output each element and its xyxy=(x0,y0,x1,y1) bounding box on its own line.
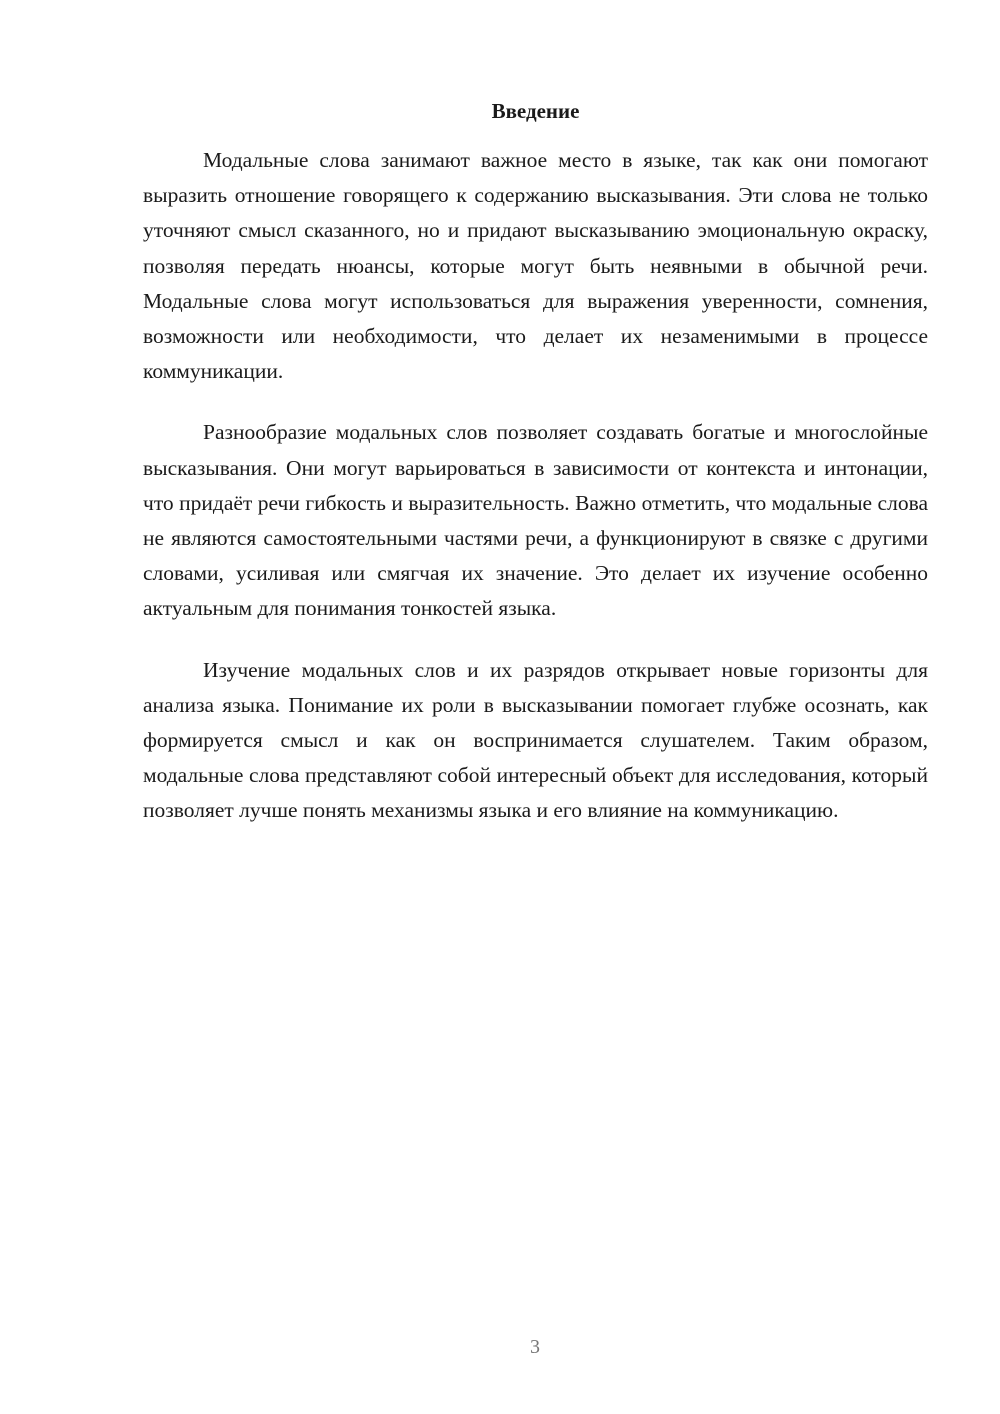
paragraph-3: Изучение модальных слов и их разрядов открывает новые горизонты для анализа языка. Понимание их роли в высказывании помогает глубже осознать, как формируется смысл и как он воспринимается слушателем. Таким образом, модальные слова представляют собой интересный объект для исследования, который позволяет лучше понять механизмы языка и его влияние на коммуникацию. xyxy=(143,657,928,823)
paragraph-2: Разнообразие модальных слов позволяет создавать богатые и многослойные высказывания. Они могут варьироваться в зависимости от контекста и интонации, что придаёт речи гибкость и выразительность. Важно отметить, что модальные слова не являются самостоятельными частями речи, а функционируют в связке с другими словами, усиливая или смягчая их значение. Это делает их изучение особенно актуальным для понимания тонкостей языка. xyxy=(143,420,928,621)
page-number: 3 xyxy=(530,1336,540,1358)
body-text xyxy=(143,143,928,829)
section-title: Введение xyxy=(491,99,580,123)
paragraph-1: Модальные слова занимают важное место в языке, так как они помогают выразить отношение говорящего к содержанию высказывания. Эти слова не только уточняют смысл сказанного, но и придают высказыванию эмоциональную окраску, позволяя передать нюансы, которые могут быть неявными в обычной речи. Модальные слова могут использоваться для выражения уверенности, сомнения, возможности или необходимости, что делает их незаменимыми в процессе коммуникации. xyxy=(143,148,928,384)
